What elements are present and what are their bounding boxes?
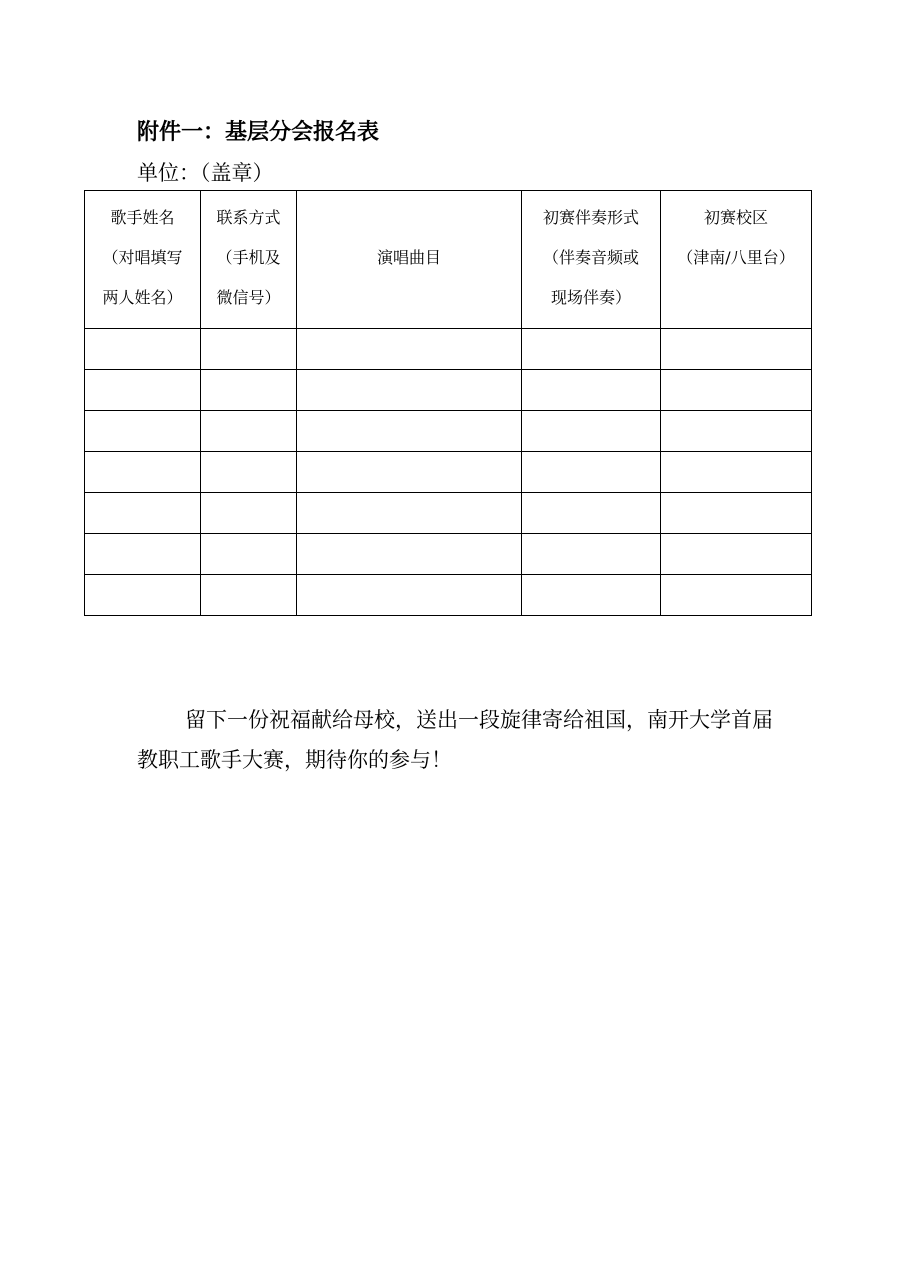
header-line: 初赛校区: [703, 208, 768, 227]
song-cell[interactable]: [297, 534, 522, 575]
singer-name-cell[interactable]: [85, 493, 201, 534]
campus-cell[interactable]: [661, 329, 812, 370]
accompaniment-cell[interactable]: [522, 493, 661, 534]
singer-name-cell[interactable]: [85, 534, 201, 575]
campus-cell[interactable]: [661, 493, 812, 534]
column-header-contact: [201, 191, 297, 329]
singer-name-cell[interactable]: [85, 411, 201, 452]
singer-name-cell[interactable]: [85, 452, 201, 493]
table-row: [85, 329, 812, 370]
song-cell[interactable]: [297, 452, 522, 493]
column-header-song: [297, 191, 522, 329]
registration-table: [84, 190, 812, 616]
header-line: 歌手姓名: [110, 208, 175, 227]
contact-cell[interactable]: [201, 493, 297, 534]
column-header-singer-name: [85, 191, 201, 329]
accompaniment-cell[interactable]: [522, 575, 661, 616]
contact-cell[interactable]: [201, 575, 297, 616]
campus-cell[interactable]: [661, 534, 812, 575]
table-row: [85, 452, 812, 493]
accompaniment-cell[interactable]: [522, 452, 661, 493]
accompaniment-cell[interactable]: [522, 370, 661, 411]
unit-stamp-label: 单位：（盖章）: [137, 161, 274, 185]
header-line: 联系方式: [216, 208, 281, 227]
accompaniment-cell[interactable]: [522, 534, 661, 575]
header-line: 现场伴奏）: [550, 288, 631, 307]
column-header-accompaniment: [522, 191, 661, 329]
header-line: 初赛伴奏形式: [542, 208, 639, 227]
header-line: （对唱填写: [102, 248, 183, 267]
accompaniment-cell[interactable]: [522, 329, 661, 370]
song-cell[interactable]: [297, 493, 522, 534]
contact-cell[interactable]: [201, 452, 297, 493]
song-cell[interactable]: [297, 411, 522, 452]
contact-cell[interactable]: [201, 370, 297, 411]
table-body: [85, 329, 812, 616]
header-line: （津南/八里台）: [677, 248, 795, 267]
campus-cell[interactable]: [661, 575, 812, 616]
campus-cell[interactable]: [661, 370, 812, 411]
table-row: [85, 411, 812, 452]
table-row: [85, 370, 812, 411]
table-header-row: [85, 191, 812, 329]
singer-name-cell[interactable]: [85, 329, 201, 370]
header-line: （伴奏音频或: [542, 248, 639, 267]
table-row: [85, 534, 812, 575]
song-cell[interactable]: [297, 575, 522, 616]
campus-cell[interactable]: [661, 452, 812, 493]
singer-name-cell[interactable]: [85, 370, 201, 411]
table-row: [85, 493, 812, 534]
header-line: （手机及: [216, 248, 281, 267]
campus-cell[interactable]: [661, 411, 812, 452]
contact-cell[interactable]: [201, 534, 297, 575]
contact-cell[interactable]: [201, 411, 297, 452]
closing-paragraph: 留下一份祝福献给母校，送出一段旋律寄给祖国，南开大学首届教职工歌手大赛，期待你的参与！: [137, 708, 773, 772]
header-line: 两人姓名）: [102, 288, 183, 307]
song-cell[interactable]: [297, 370, 522, 411]
table-row: [85, 575, 812, 616]
header-line: 微信号）: [216, 288, 281, 307]
song-cell[interactable]: [297, 329, 522, 370]
contact-cell[interactable]: [201, 329, 297, 370]
accompaniment-cell[interactable]: [522, 411, 661, 452]
column-header-campus: [661, 191, 812, 329]
header-line: 演唱曲目: [376, 248, 441, 267]
page-title: 附件一：基层分会报名表: [137, 120, 380, 145]
singer-name-cell[interactable]: [85, 575, 201, 616]
